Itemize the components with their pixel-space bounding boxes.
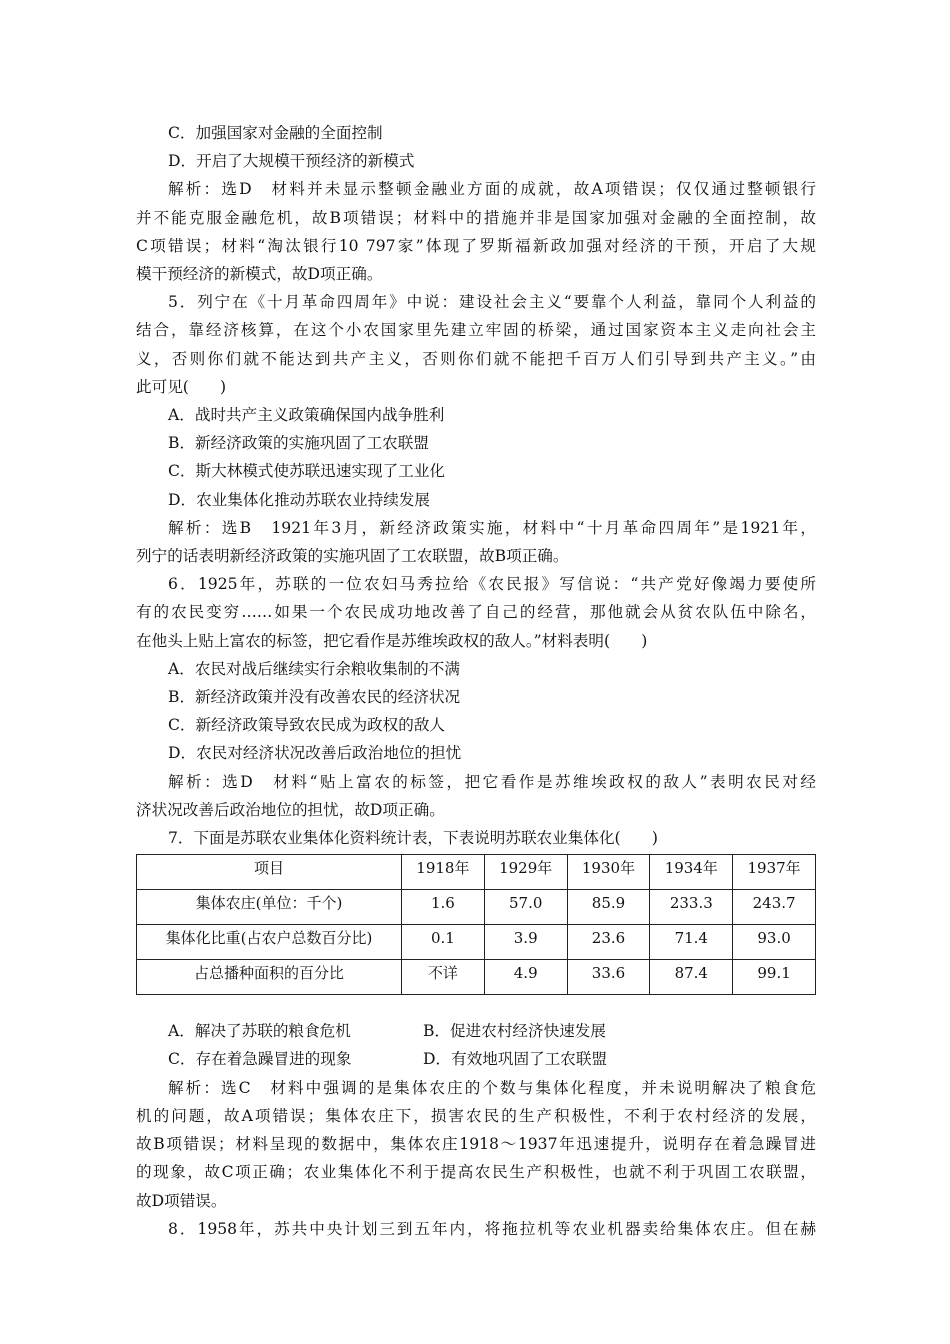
q7-option-d: D．有效地巩固了工农联盟 (423, 1050, 608, 1069)
table-header-cell: 项目 (137, 855, 402, 890)
q7-analysis-line: 机的问题，故A项错误；集体农庄下，损害农民的生产积极性，不利于农村经济的发展， (136, 1106, 816, 1125)
table-cell: 集体化比重(占农户总数百分比) (137, 925, 402, 960)
q7-stem: 7．下面是苏联农业集体化资料统计表，下表说明苏联农业集体化( ) (168, 829, 658, 848)
table-cell: 93.0 (733, 925, 816, 960)
table-cell: 0.1 (402, 925, 485, 960)
table-cell: 85.9 (567, 890, 650, 925)
table-cell: 99.1 (733, 960, 816, 995)
table-header-cell: 1937年 (733, 855, 816, 890)
table-cell: 57.0 (484, 890, 567, 925)
q6-stem-line: 6．1925年，苏联的一位农妇马秀拉给《农民报》写信说：“共产党好像竭力要使所 (168, 575, 816, 594)
table-header-cell: 1918年 (402, 855, 485, 890)
q5-stem-line: 结合，靠经济核算，在这个小农国家里先建立牢固的桥梁，通过国家资本主义走向社会主 (136, 321, 816, 340)
q6-option-a: A．农民对战后继续实行余粮收集制的不满 (168, 659, 460, 678)
table-cell: 占总播种面积的百分比 (137, 960, 402, 995)
q6-option-d: D．农民对经济状况改善后政治地位的担忧 (168, 744, 462, 763)
table-row (137, 925, 816, 960)
q7-options-row (136, 1045, 816, 1073)
q7-options-row (136, 1017, 816, 1045)
q4-analysis-line: 解析：选D 材料并未显示整顿金融业方面的成就，故A项错误；仅仅通过整顿银行 (168, 180, 816, 199)
table-cell: 33.6 (567, 960, 650, 995)
table-header-cell: 1929年 (484, 855, 567, 890)
q4-option-d: D．开启了大规模干预经济的新模式 (168, 152, 415, 171)
q4-analysis-line: 并不能克服金融危机，故B项错误；材料中的措施并非是国家加强对金融的全面控制，故 (136, 208, 816, 227)
q7-analysis-line: 故D项错误。 (136, 1191, 227, 1210)
table-cell: 233.3 (650, 890, 733, 925)
table-cell: 1.6 (402, 890, 485, 925)
table-cell: 4.9 (484, 960, 567, 995)
q6-stem-line: 有的农民变穷……如果一个农民成功地改善了自己的经营，那他就会从贫农队伍中除名， (136, 603, 816, 622)
q4-analysis-line: C项错误；材料“淘汰银行10 797家”体现了罗斯福新政加强对经济的干预，开启了大规 (136, 236, 816, 255)
table-cell: 不详 (402, 960, 485, 995)
q4-analysis-line: 模干预经济的新模式，故D项正确。 (136, 265, 383, 284)
q6-stem-line: 在他头上贴上富农的标签，把它看作是苏维埃政权的敌人。”材料表明( ) (136, 631, 648, 650)
q5-analysis-line: 列宁的话表明新经济政策的实施巩固了工农联盟，故B项正确。 (136, 547, 569, 566)
q8-stem-line: 8．1958年，苏共中央计划三到五年内，将拖拉机等农业机器卖给集体农庄。但在赫 (168, 1219, 816, 1238)
table-cell: 87.4 (650, 960, 733, 995)
q7-option-c: C．存在着急躁冒进的现象 (168, 1050, 352, 1069)
q5-option-d: D．农业集体化推动苏联农业持续发展 (168, 490, 431, 509)
q7-option-a: A．解决了苏联的粮食危机 (168, 1022, 351, 1041)
table-cell: 243.7 (733, 890, 816, 925)
q4-option-c: C．加强国家对金融的全面控制 (168, 124, 383, 142)
q5-analysis-line: 解析：选B 1921年3月，新经济政策实施，材料中“十月革命四周年”是1921年， (168, 518, 816, 537)
q6-analysis-line: 解析：选D 材料“贴上富农的标签，把它看作是苏维埃政权的敌人”表明农民对经 (168, 772, 816, 791)
q5-option-b: B．新经济政策的实施巩固了工农联盟 (168, 434, 429, 453)
collectivization-table (136, 854, 816, 995)
q6-option-c: C．新经济政策导致农民成为政权的敌人 (168, 716, 446, 735)
table-header-cell: 1930年 (567, 855, 650, 890)
q5-stem-line: 5．列宁在《十月革命四周年》中说：建设社会主义“要靠个人利益，靠同个人利益的 (168, 293, 816, 312)
table-cell: 23.6 (567, 925, 650, 960)
q6-option-b: B．新经济政策并没有改善农民的经济状况 (168, 688, 461, 707)
table-cell: 3.9 (484, 925, 567, 960)
table-header-row (137, 855, 816, 890)
q5-stem-line: 此可见( ) (136, 377, 227, 396)
table-row (137, 890, 816, 925)
q7-option-b: B．促进农村经济快速发展 (423, 1022, 606, 1041)
table-cell: 集体农庄(单位：千个) (137, 890, 402, 925)
table-row (137, 960, 816, 995)
q7-analysis-line: 的现象，故C项正确；农业集体化不利于提高农民生产积极性，也就不利于巩固工农联盟， (136, 1163, 816, 1182)
table-header-cell: 1934年 (650, 855, 733, 890)
q5-option-c: C．斯大林模式使苏联迅速实现了工业化 (168, 462, 446, 481)
q5-stem-line: 义，否则你们就不能达到共产主义，否则你们就不能把千百万人们引导到共产主义。”由 (136, 349, 816, 368)
document-body (136, 119, 816, 1243)
table-cell: 71.4 (650, 925, 733, 960)
q7-analysis-line: 故B项错误；材料呈现的数据中，集体农庄1918～1937年迅速提升，说明存在着急躁冒进 (136, 1135, 816, 1154)
q6-analysis-line: 济状况改善后政治地位的担忧，故D项正确。 (136, 800, 445, 819)
q5-option-a: A．战时共产主义政策确保国内战争胜利 (168, 406, 445, 425)
q7-analysis-line: 解析：选C 材料中强调的是集体农庄的个数与集体化程度，并未说明解决了粮食危 (168, 1078, 816, 1097)
